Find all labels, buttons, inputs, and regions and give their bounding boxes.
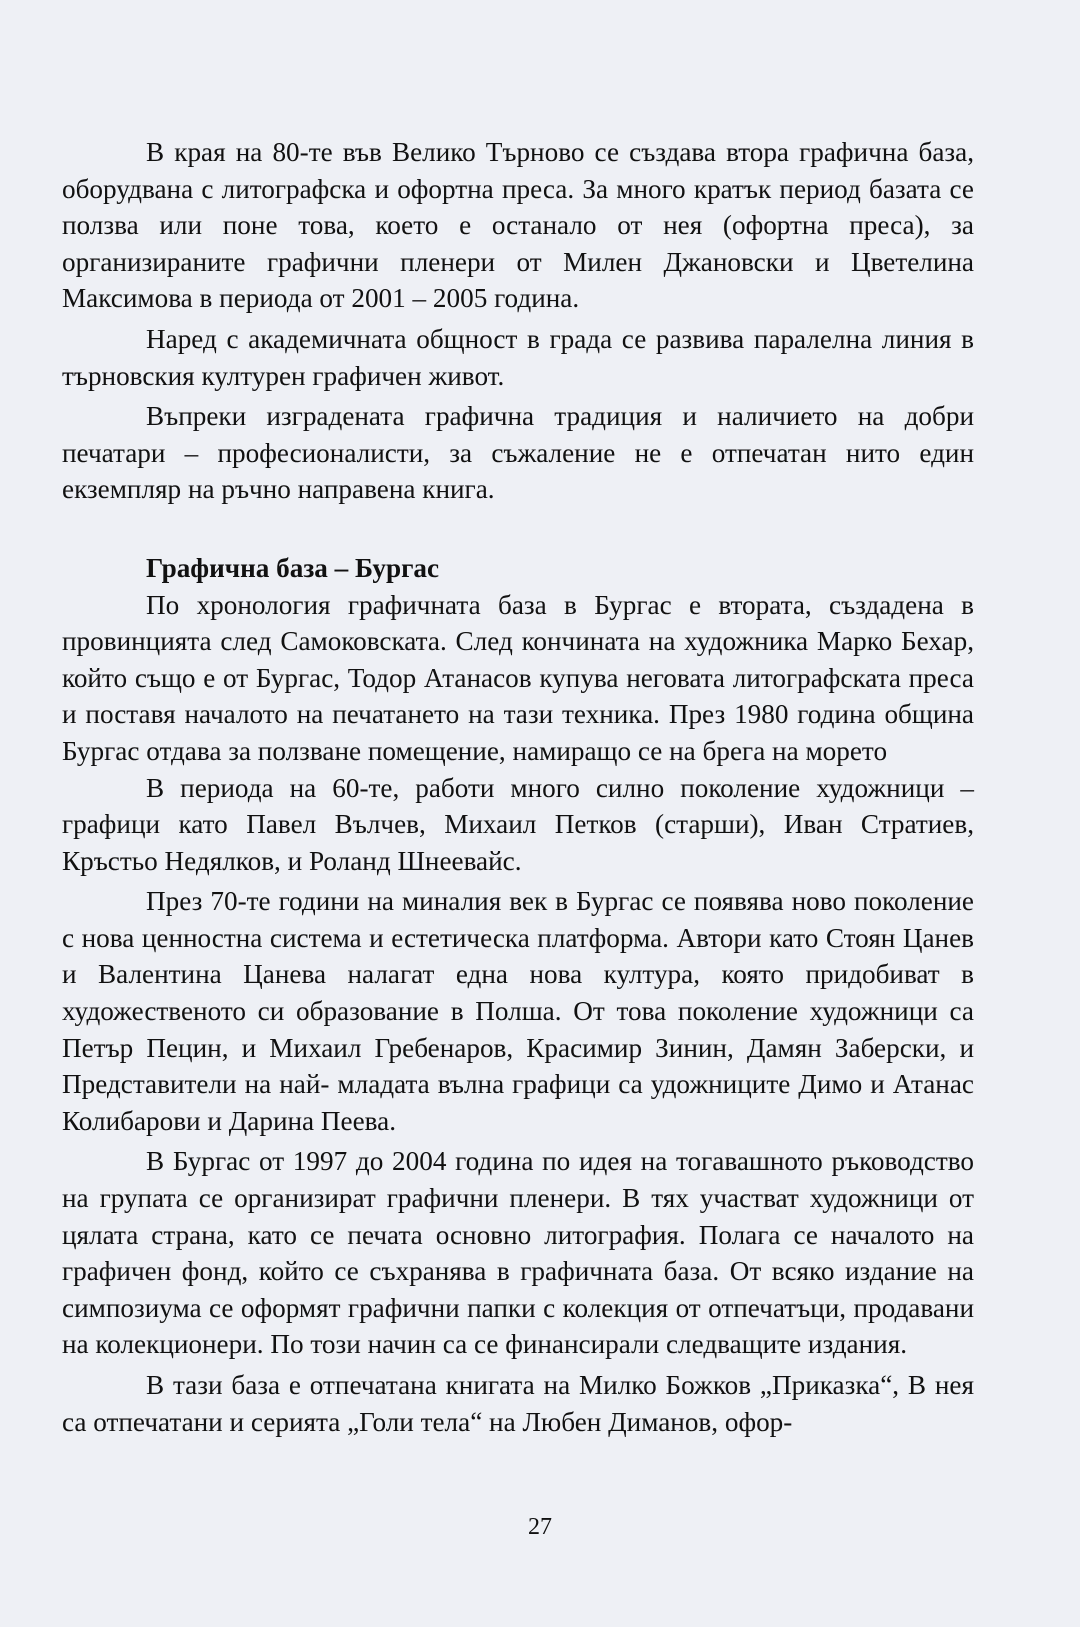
body-text [62,134,974,1444]
paragraph-burgas-chronology: По хронология графичната база в Бургас е втората, създадена в провинцията след Самоковската. След кончината на художника Марко Бехар, който също е от Бургас, Тодор Атанасов купува неговата литографската преса и поставя началото на печатането на тази техника. През 1980 година община Бургас отдава за ползване помещение, намиращо се на брега на морето [62,589,974,766]
paragraph-70s-generation: През 70-те години на миналия век в Бургас се появява ново поколение с нова ценностна система и естетическа платформа. Автори като Стоян Цанев и Валентина Цанева налагат една нова култура, която придобиват в художественото си образование в Полша. От това поколение художници са Петър Пецин, и Михаил Гребенаров, Красимир Зинин, Дамян Заберски, и Представители на най- младата вълна графици са удожниците Димо и Атанас Колибарови и Дарина Пеева. [62,886,974,1136]
paragraph-plein-airs: В Бургас от 1997 до 2004 година по идея на тогавашното ръководство на групата се организират графични пленери. В тях участват художници от цялата страна, като се печата основно литография. Полага се началото на графичен фонд, който се съхранява в графичната база. От всяко издание на симпозиума се оформят графични папки с колекция от отпечатъци, продавани на колекционери. По този начин са се финансирали следващите издания. [62,1146,974,1360]
paragraph-60s-generation: В периода на 60-те, работи много силно поколение художници – графици като Павел Вълчев, Михаил Петков (старши), Иван Стратиев, Кръстьо Недялков, и Роланд Шнеевайс. [62,772,974,876]
paragraph-tarnovo-base: В края на 80-те във Велико Търново се създава втора графична база, оборудвана с литографска и офортна преса. За много кратък период базата се ползва или поне това, което е останало от нея (офортна преса), за организираните графични пленери от Милен Джановски и Цветелина Максимова в периода от 2001 – 2005 година. [62,137,974,314]
paragraph-academic-community: Наред с академичната общност в града се развива паралелна линия в търновския културен графичен живот. [62,323,974,391]
page-number: 27 [528,1514,552,1540]
paragraph-printing-tradition: Въпреки изградената графична традиция и наличието на добри печатари – професионалисти, за съжаление не е отпечатан нито един екземпляр на ръчно направена книга. [62,401,974,505]
paragraph-books-printed: В тази база е отпечатана книгата на Милко Божков „Приказка“, В нея са отпечатани и серията „Голи тела“ на Любен Диманов, офор- [62,1370,974,1437]
section-heading-burgas: Графична база – Бургас [146,552,440,583]
